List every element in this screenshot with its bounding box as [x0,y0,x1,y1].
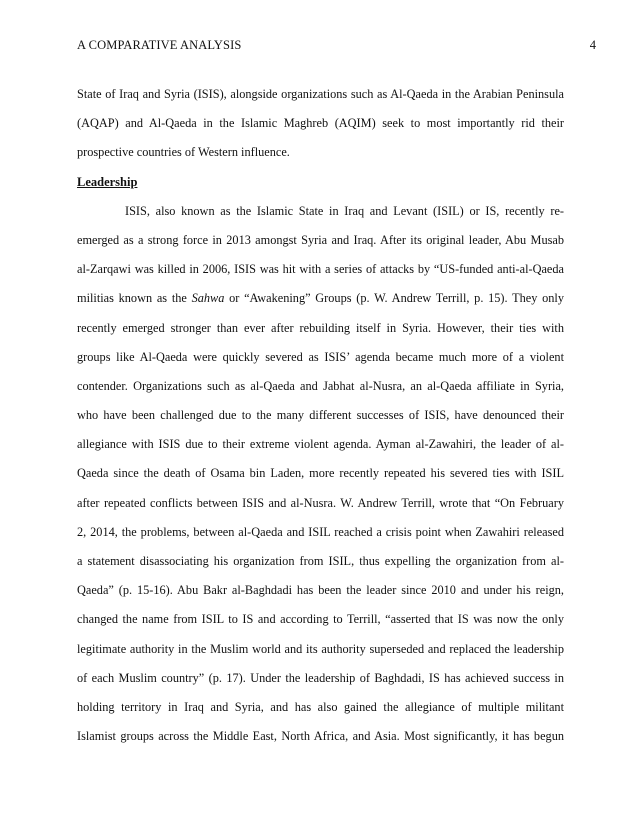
text-line: after repeated conflicts between ISIS and al-Nusra. W. Andrew Terrill, wrote that “On February [77,495,564,510]
text-line: holding territory in Iraq and Syria, and has also gained the allegiance of multiple militant [77,699,564,714]
text-line: a statement disassociating his organization from ISIL, thus expelling the organization from al- [77,554,564,568]
text-line: recently emerged stronger than ever after rebuilding itself in Syria. However, their ties with [77,320,564,335]
section-heading: Leadership [77,174,138,189]
text-line: Qaeda since the death of Osama bin Laden, more recently repeated his severed ties with ISIL [77,466,564,481]
text-line: legitimate authority in the Muslim world and its authority superseded and replaced the leadership [77,641,564,656]
text-segment: militias known as the [77,291,192,306]
text-line: groups like Al-Qaeda were quickly severed as ISIS’ agenda became much more of a violent [77,349,564,364]
text-line: who have been challenged due to the many different successes of ISIS, have denounced their [77,408,564,423]
text-line: of each Muslim country” (p. 17). Under the leadership of Baghdadi, IS has achieved success in [77,670,564,685]
text-line: Qaeda” (p. 15-16). Abu Bakr al-Baghdadi has been the leader since 2010 and under his reign, [77,583,564,598]
text-line: emerged as a strong force in 2013 amongst Syria and Iraq. After its original leader, Abu Musab [77,232,564,247]
text-line: (AQAP) and Al-Qaeda in the Islamic Maghreb (AQIM) seek to most importantly rid their [77,116,564,131]
page-number: 4 [589,38,596,52]
text-line: Islamist groups across the Middle East, North Africa, and Asia. Most significantly, it has begun [77,729,564,744]
italic-term: Sahwa [191,291,225,306]
page-header [77,36,596,54]
running-head: A COMPARATIVE ANALYSIS [77,38,242,52]
text-line: allegiance with ISIS due to their extreme violent agenda. Ayman al-Zawahiri, the leader of al- [77,437,564,452]
body-text [77,80,564,751]
text-line: contender. Organizations such as al-Qaeda and Jabhat al-Nusra, an al-Qaeda affiliate in Syria, [77,378,564,393]
text-line: State of Iraq and Syria (ISIS), alongside organizations such as Al-Qaeda in the Arabian Peninsula [77,87,564,101]
text-segment: or “Awakening” Groups (p. W. Andrew Terrill, p. 15). They only [224,291,564,306]
text-line: 2, 2014, the problems, between al-Qaeda and ISIL reached a crisis point when Zawahiri released [77,524,564,539]
text-line: prospective countries of Western influence. [77,145,290,160]
text-line: al-Zarqawi was killed in 2006, ISIS was hit with a series of attacks by “US-funded anti-al-Qaeda [77,262,564,277]
text-line: changed the name from ISIL to IS and according to Terrill, “asserted that IS was now the only [77,612,564,627]
text-line-with-italic [77,284,564,313]
text-line: ISIS, also known as the Islamic State in Iraq and Levant (ISIL) or IS, recently re- [125,203,564,218]
